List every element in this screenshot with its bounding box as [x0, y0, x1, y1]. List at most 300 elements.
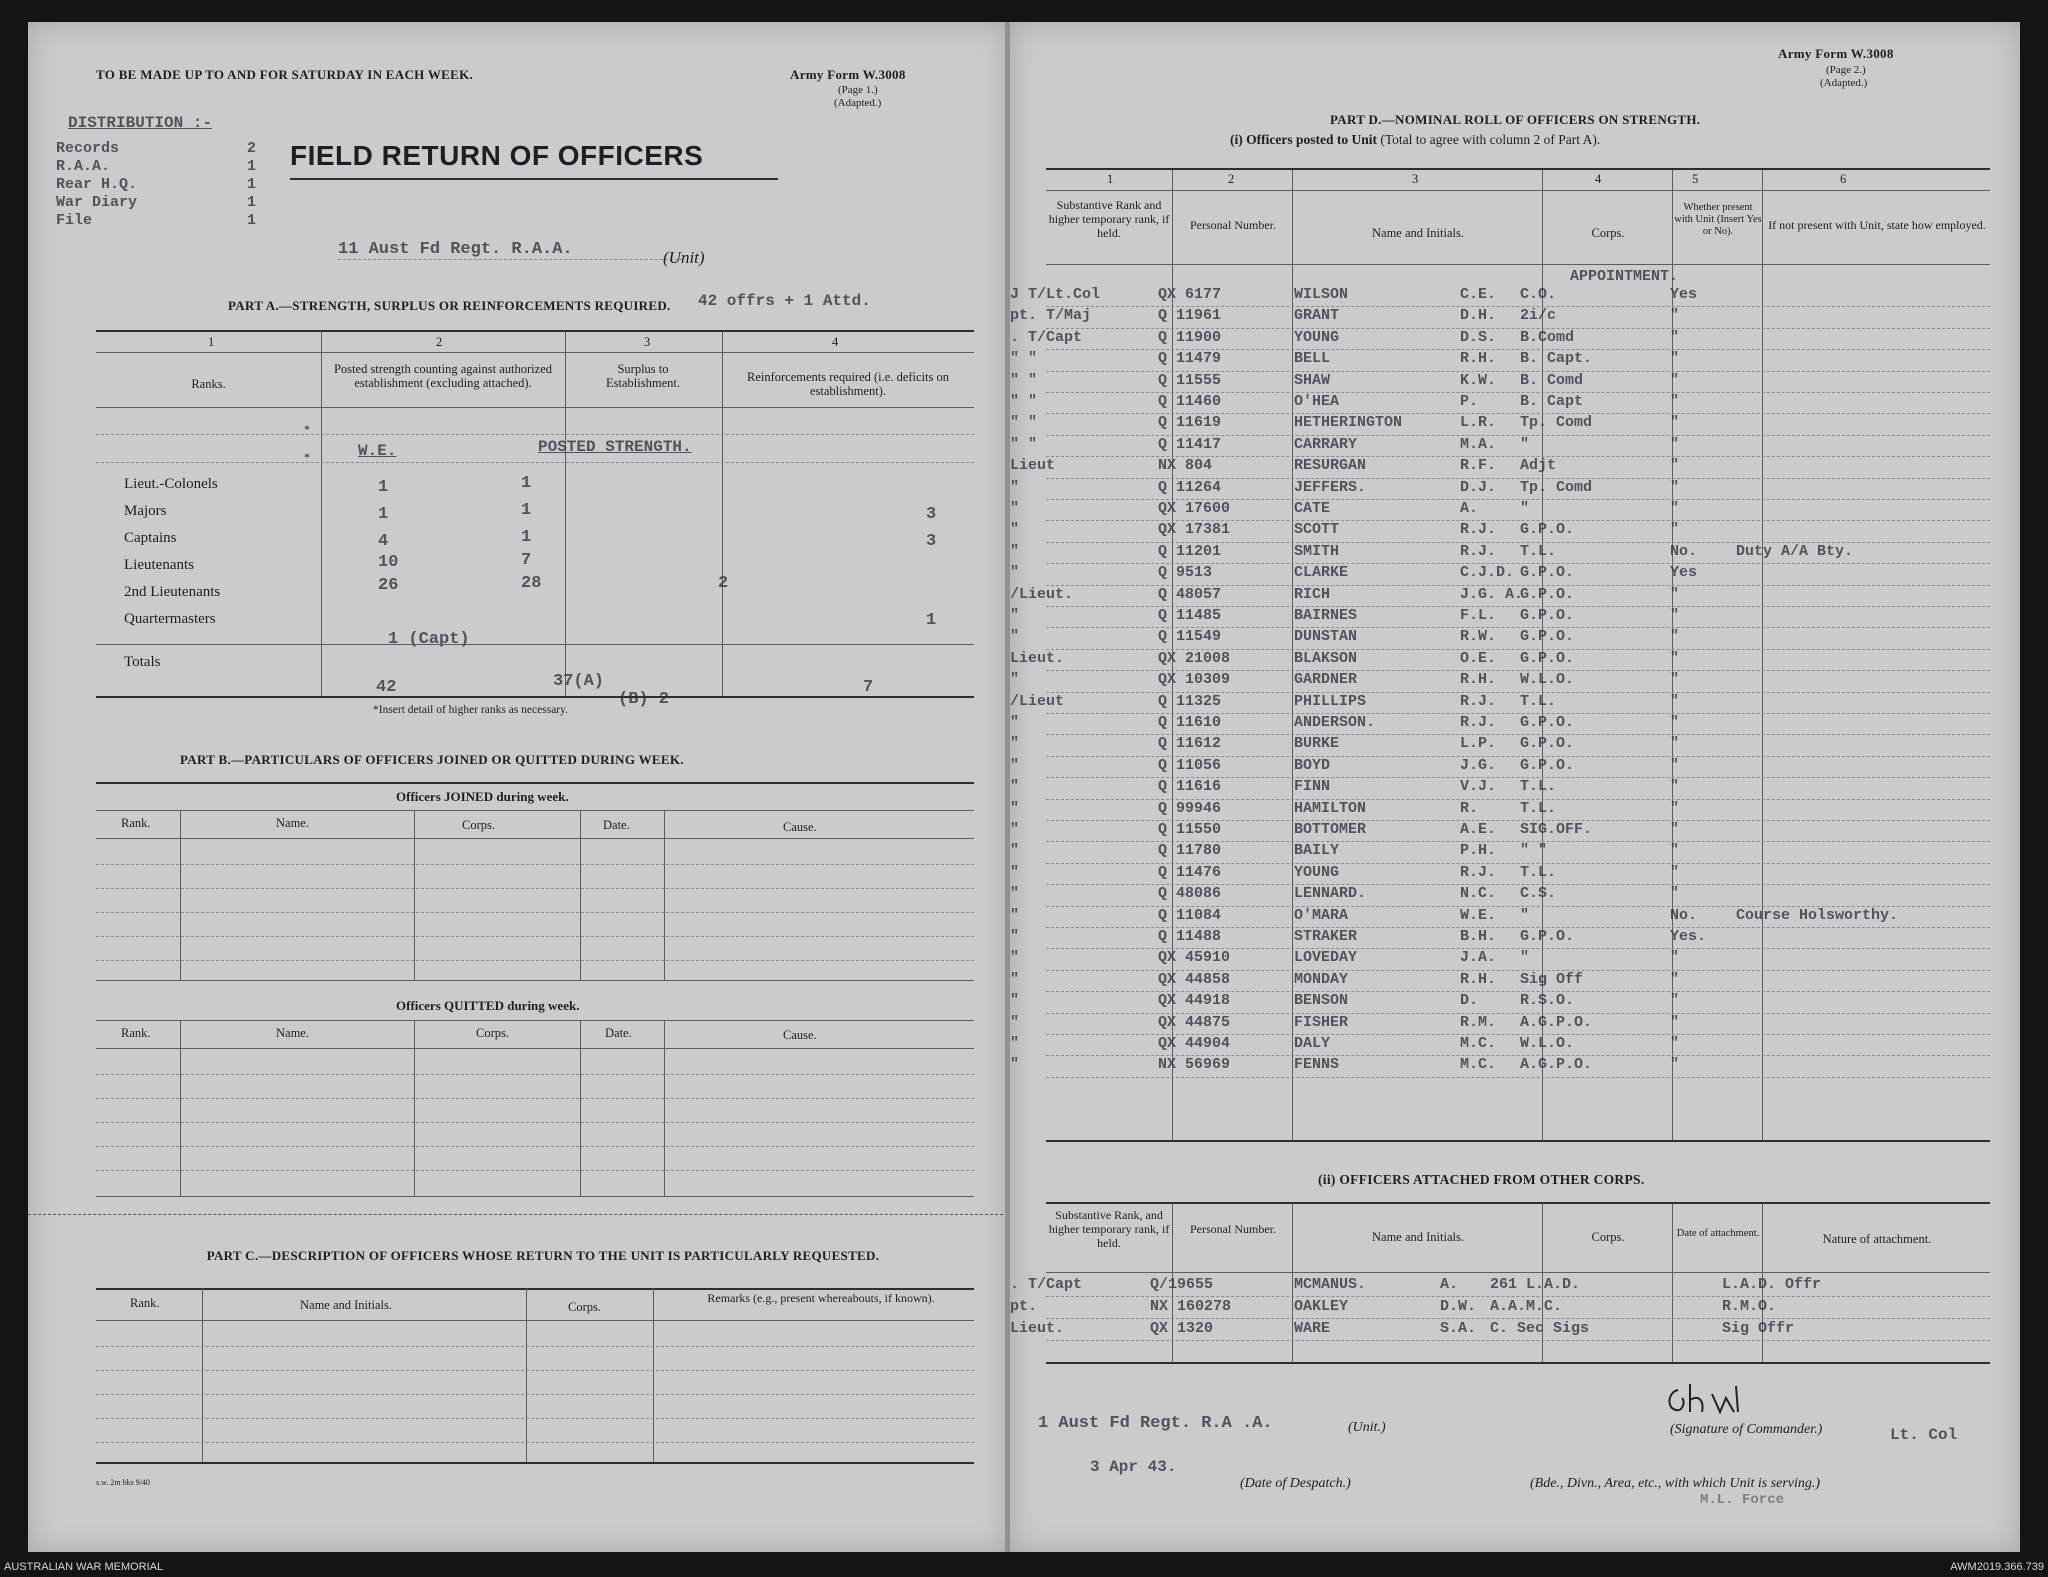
roll-row — [1010, 907, 2020, 928]
roll-corps: G.P.O. — [1520, 714, 1575, 731]
roll-row — [1010, 885, 2020, 906]
roll-initials: R.H. — [1460, 970, 1497, 988]
att-header-number: Personal Number. — [1190, 1222, 1276, 1236]
roll-rank: " — [1010, 885, 1020, 903]
att-nature: L.A.D. Offr — [1722, 1276, 1822, 1293]
roll-number: Q 11485 — [1158, 607, 1222, 624]
part-a-rows — [96, 476, 974, 638]
roll-corps: G.P.O. — [1520, 735, 1575, 753]
roll-initials: J.G. — [1460, 756, 1497, 774]
roll-present: " — [1670, 671, 1680, 689]
total-we: 42 — [376, 678, 397, 697]
distribution-item: File 1 — [56, 212, 256, 229]
roll-number: QX 44904 — [1158, 1035, 1231, 1052]
right-page — [1010, 22, 2020, 1552]
roll-number: Q 99946 — [1158, 799, 1222, 817]
header-reinf: Reinforcements required (i.e. deficits on establishment). — [746, 370, 949, 398]
roll-name: GRANT — [1294, 307, 1340, 325]
roll-corps: T.L. — [1520, 692, 1557, 710]
roll-present: Yes — [1670, 286, 1698, 303]
roll-present: " — [1670, 585, 1680, 603]
attached-row — [1010, 1298, 2020, 1320]
roll-name: BENSON — [1294, 992, 1349, 1010]
roll-initials: J.A. — [1460, 949, 1497, 967]
total-reinf: 7 — [863, 678, 874, 697]
roll-initials: R.F. — [1460, 457, 1497, 475]
roll-corps: " " — [1520, 842, 1548, 860]
att-number: Q/19655 — [1150, 1276, 1214, 1293]
roll-present: " — [1670, 521, 1680, 539]
hdr-rank: Rank. — [121, 816, 151, 830]
roll-row — [1010, 800, 2020, 821]
roll-number: Q 11488 — [1158, 928, 1222, 945]
roll-rank: " — [1010, 478, 1020, 496]
roll-initials: C.E. — [1460, 286, 1497, 303]
hdr-corps: Corps. — [462, 818, 495, 832]
roll-name: MONDAY — [1294, 970, 1349, 988]
att-corps: 261 L.A.D. — [1490, 1276, 1581, 1293]
roll-initials: P. — [1460, 393, 1479, 410]
bde-typed: M.L. Force — [1700, 1492, 1785, 1508]
form-page: (Page 1.) — [838, 84, 878, 96]
roll-initials: N.C. — [1460, 885, 1497, 903]
roll-number: NX 56969 — [1158, 1056, 1231, 1074]
roll-present: " — [1670, 371, 1680, 389]
col-num: 6 — [1840, 172, 1847, 186]
roll-number: QX 6177 — [1158, 286, 1222, 303]
att-initials: A. — [1440, 1276, 1459, 1293]
roll-name: DUNSTAN — [1294, 628, 1358, 646]
roll-name: SCOTT — [1294, 521, 1340, 539]
roll-present: " — [1670, 756, 1680, 774]
qm-typed: 1 (Capt) — [388, 630, 470, 649]
roll-rank: " — [1010, 799, 1020, 817]
roll-number: Q 11417 — [1158, 435, 1222, 453]
roll-rank: /Lieut — [1010, 692, 1065, 710]
distribution-item: Records 2 — [56, 140, 256, 157]
roll-number: Q 9513 — [1158, 564, 1213, 582]
roll-initials: A. — [1460, 500, 1479, 517]
star-row: * — [304, 422, 310, 436]
header-ranks: Ranks. — [191, 377, 226, 391]
part-a-row: Lieut.-Colonels 1 1 — [124, 474, 532, 497]
roll-corps: G.P.O. — [1520, 521, 1575, 539]
roll-corps: " — [1520, 906, 1530, 924]
col-num: 4 — [832, 335, 839, 349]
bde-label: (Bde., Divn., Area, etc., with which Unit is serving.) — [1530, 1476, 1821, 1491]
roll-row — [1010, 842, 2020, 863]
attached-row — [1010, 1276, 2020, 1298]
joined-title: Officers JOINED during week. — [396, 789, 569, 804]
form-id: Army Form W.3008 — [790, 67, 906, 82]
part-a-row: Captains 4 1 3 — [124, 528, 937, 551]
roll-number: QX 44875 — [1158, 1013, 1231, 1031]
roll-name: O'MARA — [1294, 906, 1349, 924]
print-code: s.w. 2m bks 9/40 — [96, 1478, 150, 1487]
hdr-rank: Rank. — [121, 1026, 151, 1040]
roll-number: Q 11961 — [1158, 307, 1222, 325]
att-rank: Lieut. — [1010, 1320, 1065, 1337]
roll-present: " — [1670, 885, 1680, 903]
roll-number: Q 11900 — [1158, 328, 1222, 346]
part-a-typed-extra: 42 offrs + 1 Attd. — [698, 292, 871, 310]
roll-row — [1010, 586, 2020, 607]
unit-label: (Unit.) — [1348, 1420, 1386, 1435]
hdr-cause: Cause. — [783, 820, 817, 834]
roll-initials: V.J. — [1460, 778, 1497, 796]
roll-employed: Course Holsworthy. — [1736, 906, 1899, 924]
total-posted: 37(A) — [553, 672, 605, 691]
part-d-title: PART D.—NOMINAL ROLL OF OFFICERS ON STRENGTH. — [1330, 112, 1701, 127]
roll-name: DALY — [1294, 1035, 1331, 1052]
distribution-item: Rear H.Q. 1 — [56, 176, 256, 193]
typed-posted: POSTED STRENGTH. — [538, 438, 692, 456]
roll-present: " — [1670, 992, 1680, 1010]
att-number: NX 160278 — [1150, 1298, 1232, 1315]
roll-row — [1010, 286, 2020, 307]
roll-corps: Sig Off — [1520, 970, 1584, 988]
roll-row — [1010, 564, 2020, 585]
roll-initials: L.R. — [1460, 414, 1497, 432]
roll-name: LENNARD. — [1294, 885, 1367, 903]
roll-present: No. — [1670, 906, 1698, 924]
part-c-title: PART C.—DESCRIPTION OF OFFICERS WHOSE RETURN TO THE UNIT IS PARTICULARLY REQUESTED. — [206, 1248, 880, 1263]
roll-initials: R.M. — [1460, 1013, 1497, 1031]
roll-initials: B.H. — [1460, 928, 1497, 945]
col-num: 3 — [1412, 172, 1419, 186]
roll-name: O'HEA — [1294, 393, 1340, 410]
roll-rank: " " — [1010, 414, 1038, 432]
footer-left: AUSTRALIAN WAR MEMORIAL — [4, 1561, 164, 1573]
roll-name: HETHERINGTON — [1294, 414, 1403, 432]
roll-present: " — [1670, 607, 1680, 624]
roll-present: " — [1670, 692, 1680, 710]
roll-name: LOVEDAY — [1294, 949, 1358, 967]
roll-present: " — [1670, 1013, 1680, 1031]
roll-initials: M.A. — [1460, 435, 1497, 453]
roll-row — [1010, 393, 2020, 414]
hdr-remarks: Remarks (e.g., present whereabouts, if known). — [707, 1291, 935, 1305]
roll-number: Q 11616 — [1158, 778, 1222, 796]
roll-initials: R.H. — [1460, 671, 1497, 689]
roll-corps: T.L. — [1520, 863, 1557, 881]
roll-row — [1010, 414, 2020, 435]
roll-initials: J.G. A. — [1460, 585, 1524, 603]
roll-rank: " — [1010, 735, 1020, 753]
roll-number: Q 11555 — [1158, 371, 1222, 389]
roll-corps: G.P.O. — [1520, 756, 1575, 774]
hdr-date: Date. — [603, 818, 630, 832]
roll-number: QX 17600 — [1158, 500, 1231, 517]
roll-name: BAILY — [1294, 842, 1340, 860]
roll-corps: G.P.O. — [1520, 628, 1575, 646]
signature-label: (Signature of Commander.) — [1670, 1422, 1823, 1437]
roll-present: " — [1670, 649, 1680, 667]
roll-initials: K.W. — [1460, 371, 1497, 389]
roll-number: Q 11619 — [1158, 414, 1222, 432]
roll-row — [1010, 992, 2020, 1013]
att-header-date: Date of attachment. — [1676, 1228, 1760, 1239]
unit-typed: 11 Aust Fd Regt. R.A.A. — [338, 240, 573, 259]
signature-rank: Lt. Col — [1890, 1426, 1958, 1444]
distribution-list — [56, 140, 256, 230]
roll-rank: " " — [1010, 393, 1038, 410]
roll-name: FINN — [1294, 778, 1331, 796]
col-num: 1 — [1107, 172, 1114, 186]
roll-number: Q 11084 — [1158, 906, 1222, 924]
roll-number: QX 21008 — [1158, 649, 1231, 667]
roll-row — [1010, 928, 2020, 949]
roll-present: " — [1670, 799, 1680, 817]
roll-corps: G.P.O. — [1520, 585, 1575, 603]
roll-name: WILSON — [1294, 286, 1349, 303]
roll-number: Q 11612 — [1158, 735, 1222, 753]
roll-initials: D.H. — [1460, 307, 1497, 325]
roll-row — [1010, 735, 2020, 756]
form-adapted: (Adapted.) — [1820, 77, 1868, 89]
roll-initials: A.E. — [1460, 821, 1497, 838]
roll-initials: R.J. — [1460, 521, 1497, 539]
roll-corps: G.P.O. — [1520, 649, 1575, 667]
roll-name: BLAKSON — [1294, 649, 1358, 667]
perforation — [28, 1214, 1008, 1215]
roll-present: " — [1670, 1035, 1680, 1052]
roll-row — [1010, 329, 2020, 350]
roll-number: Q 11460 — [1158, 393, 1222, 410]
roll-row — [1010, 521, 2020, 542]
att-header-name: Name and Initials. — [1372, 1230, 1464, 1244]
roll-present: " — [1670, 821, 1680, 838]
roll-rank: " — [1010, 928, 1020, 945]
roll-present: " — [1670, 457, 1680, 475]
roll-number: QX 44858 — [1158, 970, 1231, 988]
roll-corps: Tp. Comd — [1520, 414, 1593, 432]
roll-corps: G.P.O. — [1520, 564, 1575, 582]
roll-number: Q 48057 — [1158, 585, 1222, 603]
roll-corps: T.L. — [1520, 799, 1557, 817]
roll-name: GARDNER — [1294, 671, 1358, 689]
hdr-name: Name. — [276, 1026, 309, 1040]
roll-present: " — [1670, 628, 1680, 646]
roll-rank: . T/Capt — [1010, 328, 1083, 346]
roll-rank: Lieut. — [1010, 649, 1065, 667]
roll-rank: " " — [1010, 371, 1038, 389]
roll-name: BOYD — [1294, 756, 1331, 774]
hdr-corps: Corps. — [476, 1026, 509, 1040]
roll-corps: G.P.O. — [1520, 928, 1575, 945]
roll-row — [1010, 372, 2020, 393]
roll-corps: T.L. — [1520, 778, 1557, 796]
appointment-label: APPOINTMENT. — [1570, 268, 1679, 285]
roll-number: Q 11549 — [1158, 628, 1222, 646]
roll-number: NX 804 — [1158, 457, 1213, 475]
unit-typed: 1 Aust Fd Regt. R.A .A. — [1038, 1414, 1273, 1433]
roll-name: BOTTOMER — [1294, 821, 1367, 838]
roll-name: BELL — [1294, 350, 1331, 368]
roll-row — [1010, 350, 2020, 371]
roll-corps: W.L.O. — [1520, 1035, 1575, 1052]
roll-row — [1010, 714, 2020, 735]
roll-name: RESURGAN — [1294, 457, 1367, 475]
roll-row — [1010, 457, 2020, 478]
roll-present: " — [1670, 414, 1680, 432]
star-row: * — [304, 450, 310, 464]
roll-initials: O.E. — [1460, 649, 1497, 667]
roll-name: BURKE — [1294, 735, 1340, 753]
att-initials: S.A. — [1440, 1320, 1477, 1337]
roll-initials: M.C. — [1460, 1056, 1497, 1074]
roll-name: ANDERSON. — [1294, 714, 1376, 731]
roll-name: BAIRNES — [1294, 607, 1358, 624]
roll-rank: " — [1010, 756, 1020, 774]
hdr-name: Name. — [276, 816, 309, 830]
roll-number: Q 11201 — [1158, 542, 1222, 560]
unit-label: (Unit) — [663, 248, 705, 267]
roll-row — [1010, 778, 2020, 799]
distribution-label: DISTRIBUTION :- — [68, 114, 213, 132]
roll-number: Q 11780 — [1158, 842, 1222, 860]
col-num: 4 — [1595, 172, 1602, 186]
roll-rank: J T/Lt.Col — [1010, 286, 1101, 303]
roll-name: PHILLIPS — [1294, 692, 1367, 710]
roll-name: YOUNG — [1294, 328, 1340, 346]
total-posted-extra: (B) 2 — [618, 690, 670, 709]
part-d2-title: (ii) OFFICERS ATTACHED FROM OTHER CORPS. — [1318, 1172, 1645, 1187]
roll-row — [1010, 307, 2020, 328]
roll-rank: " — [1010, 521, 1020, 539]
col-num: 3 — [644, 335, 651, 349]
roll-present: " — [1670, 478, 1680, 496]
att-initials: D.W. — [1440, 1298, 1477, 1315]
roll-rank: " — [1010, 500, 1020, 517]
roll-corps: W.L.O. — [1520, 671, 1575, 689]
roll-number: Q 11264 — [1158, 478, 1222, 496]
roll-present: Yes — [1670, 564, 1698, 582]
form-title: FIELD RETURN OF OFFICERS — [290, 140, 704, 171]
col-num: 2 — [436, 335, 443, 349]
roll-initials: P.H. — [1460, 842, 1497, 860]
roll-rank: " " — [1010, 350, 1038, 368]
roll-present: " — [1670, 842, 1680, 860]
att-header-rank: Substantive Rank, and higher temporary rank, if held. — [1048, 1208, 1170, 1250]
top-note: TO BE MADE UP TO AND FOR SATURDAY IN EACH WEEK. — [96, 67, 474, 82]
roll-name: HAMILTON — [1294, 799, 1367, 817]
roll-row — [1010, 757, 2020, 778]
roll-row — [1010, 671, 2020, 692]
roll-present: " — [1670, 393, 1680, 410]
roll-corps: 2i/c — [1520, 307, 1557, 325]
roll-name: RICH — [1294, 585, 1331, 603]
att-rank: pt. — [1010, 1298, 1038, 1315]
roll-corps: C.O. — [1520, 286, 1557, 303]
part-a-footnote: *Insert detail of higher ranks as necessary. — [373, 704, 569, 716]
roll-present: Yes. — [1670, 928, 1707, 945]
roll-rank: " — [1010, 842, 1020, 860]
roll-rank: /Lieut. — [1010, 585, 1074, 603]
header-present: Whether present with Unit (Insert Yes or No). — [1674, 202, 1762, 237]
roll-name: FISHER — [1294, 1013, 1349, 1031]
roll-rank: " — [1010, 1013, 1020, 1031]
att-corps: C. Sec Sigs — [1490, 1320, 1590, 1337]
form-page: (Page 2.) — [1826, 64, 1866, 76]
roll-corps: A.G.P.O. — [1520, 1056, 1593, 1074]
part-d-sub: (i) Officers posted to Unit (Total to agree with column 2 of Part A). — [1230, 132, 1601, 147]
roll-corps: T.L. — [1520, 542, 1557, 560]
roll-initials: C.J.D. — [1460, 564, 1515, 582]
roll-present: " — [1670, 435, 1680, 453]
roll-row — [1010, 436, 2020, 457]
roll-corps: " — [1520, 949, 1530, 967]
roll-present: " — [1670, 500, 1680, 517]
roll-present: " — [1670, 714, 1680, 731]
roll-rank: " — [1010, 821, 1020, 838]
roll-name: JEFFERS. — [1294, 478, 1367, 496]
distribution-item: War Diary 1 — [56, 194, 256, 211]
roll-row — [1010, 821, 2020, 842]
att-nature: Sig Offr — [1722, 1320, 1795, 1337]
roll-initials: R.J. — [1460, 714, 1497, 731]
typed-we: W.E. — [358, 442, 397, 460]
part-a-row: Quartermasters 1 — [124, 611, 937, 630]
roll-row — [1010, 500, 2020, 521]
col-num: 1 — [208, 335, 215, 349]
roll-corps: R.S.O. — [1520, 992, 1575, 1010]
roll-rank: " — [1010, 564, 1020, 582]
roll-row — [1010, 1056, 2020, 1077]
roll-initials: R.J. — [1460, 863, 1497, 881]
roll-present: " — [1670, 1056, 1680, 1074]
date-typed: 3 Apr 43. — [1090, 1458, 1177, 1476]
date-label: (Date of Despatch.) — [1240, 1476, 1351, 1491]
roll-rank: " — [1010, 970, 1020, 988]
quitted-title: Officers QUITTED during week. — [396, 998, 580, 1013]
roll-present: " — [1670, 970, 1680, 988]
form-id: Army Form W.3008 — [1778, 46, 1894, 61]
roll-number: Q 11610 — [1158, 714, 1222, 731]
hdr-rank: Rank. — [130, 1296, 160, 1310]
roll-row — [1010, 693, 2020, 714]
roll-row — [1010, 650, 2020, 671]
roll-present: " — [1670, 350, 1680, 368]
roll-corps: A.G.P.O. — [1520, 1013, 1593, 1031]
roll-initials: D.S. — [1460, 328, 1497, 346]
roll-name: SMITH — [1294, 542, 1340, 560]
title-underline — [290, 178, 778, 180]
roll-rank: " — [1010, 949, 1020, 967]
roll-name: STRAKER — [1294, 928, 1358, 945]
att-name: OAKLEY — [1294, 1298, 1349, 1315]
distribution-item: R.A.A. 1 — [56, 158, 256, 175]
att-name: MCMANUS. — [1294, 1276, 1367, 1293]
roll-employed: Duty A/A Bty. — [1736, 542, 1854, 560]
roll-corps: Tp. Comd — [1520, 478, 1593, 496]
att-name: WARE — [1294, 1320, 1331, 1337]
roll-rank: Lieut — [1010, 457, 1056, 475]
part-a-title: PART A.—STRENGTH, SURPLUS OR REINFORCEMENTS REQUIRED. — [228, 298, 671, 313]
roll-initials: R.W. — [1460, 628, 1497, 646]
roll-initials: L.P. — [1460, 735, 1497, 753]
roll-rank: " — [1010, 863, 1020, 881]
roll-rank: " — [1010, 1056, 1020, 1074]
roll-rank: " — [1010, 992, 1020, 1010]
left-page — [28, 22, 1008, 1552]
roll-initials: D. — [1460, 992, 1479, 1010]
header-name: Name and Initials. — [1372, 226, 1464, 240]
roll-row — [1010, 1014, 2020, 1035]
roll-row — [1010, 971, 2020, 992]
col-num: 5 — [1692, 172, 1699, 186]
part-a-row: 2nd Lieutenants 26 28 2 — [124, 574, 729, 600]
